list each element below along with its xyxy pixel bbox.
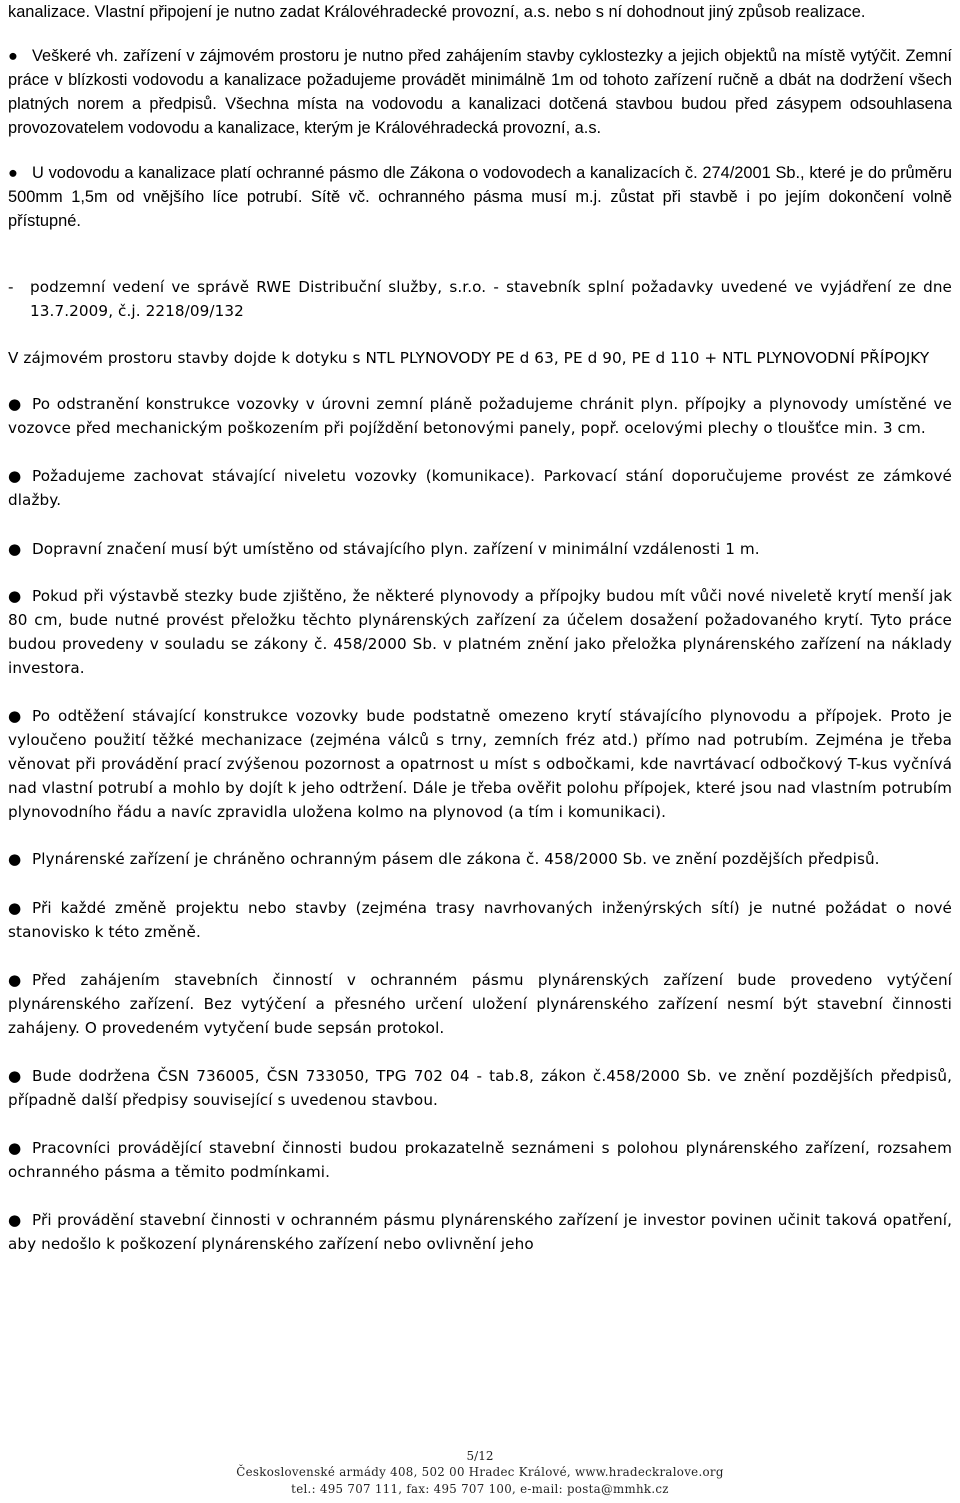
gas-item-text: Při každé změně projektu nebo stavby (zejména trasy navrhovaných inženýrských sítí) je nutné požádat o nové stanovisko k této změně.: [8, 899, 952, 941]
paragraph-top: kanalizace. Vlastní připojení je nutno zadat Královéhradecké provozní, a.s. nebo s ní dohodnout jiný způsob realizace.: [8, 3, 866, 21]
paragraph-text: U vodovodu a kanalizace platí ochranné pásmo dle Zákona o vodovodech a kanalizacích č. 274/2001 Sb., které je do průměru 500mm 1,5m od vnějšího líce potrubí. Sítě vč. ochranného pásma musí m.j. zůstat při stavbě i po jejím dokončení volně přístupné.: [8, 164, 952, 230]
bullet-icon: ●: [8, 707, 22, 725]
document-page: [8, 0, 952, 1430]
gas-item-9: [8, 1064, 952, 1112]
gas-item-4: [8, 584, 952, 680]
gas-item-5: [8, 704, 952, 824]
rwe-text: podzemní vedení ve správě RWE Distribuční služby, s.r.o. - stavebník splní požadavky uvedené ve vyjádření ze dne 13.7.2009, č.j. 2218/09/132: [30, 278, 952, 320]
gas-item-7: [8, 896, 952, 944]
gas-item-text: Před zahájením stavebních činností v ochranném pásmu plynárenských zařízení bude provedeno vytýčení plynárenského zařízení. Bez vytýčení a přesného určení uložení plynárenského zařízení nesmí být stavební činnosti zahájeny. O provedeném vytyčení bude sepsán protokol.: [8, 971, 952, 1037]
gas-item-1: [8, 392, 952, 440]
bullet-icon: ●: [8, 540, 22, 558]
gas-item-2: [8, 464, 952, 512]
gas-item-text: Po odstranění konstrukce vozovky v úrovni zemní pláně požadujeme chránit plyn. přípojky a plynovody umístěné ve vozovce před mechanickým poškozením při pojíždění betonovými panely, popř. ocelovými plechy o tloušťce min. 3 cm.: [8, 395, 952, 437]
page-footer: [0, 1448, 960, 1498]
footer-address: Československé armády 408, 502 00 Hradec Králové, www.hradeckralove.org: [236, 1465, 724, 1479]
bullet-icon: ●: [8, 587, 22, 605]
gas-item-3: [8, 537, 952, 561]
bullet-icon: ●: [8, 850, 22, 868]
bullet-icon: ●: [8, 164, 18, 182]
dash-marker: -: [8, 278, 14, 296]
gas-item-text: Pracovníci provádějící stavební činnosti budou prokazatelně seznámeni s polohou plynárenského zařízení, rozsahem ochranného pásma a těmito podmínkami.: [8, 1139, 952, 1181]
page-number: 5/12: [466, 1449, 494, 1463]
bullet-icon: ●: [8, 1139, 22, 1157]
bullet-icon: ●: [8, 395, 22, 413]
ntl-heading: V zájmovém prostoru stavby dojde k dotyku s NTL PLYNOVODY PE d 63, PE d 90, PE d 110 + NTL PLYNOVODNÍ PŘÍPOJKY: [8, 349, 930, 367]
gas-item-text: Při provádění stavební činnosti v ochranném pásmu plynárenského zařízení je investor povinen učinit taková opatření, aby nedošlo k poškození plynárenského zařízení nebo ovlivnění jeho: [8, 1211, 952, 1253]
bullet-icon: ●: [8, 1211, 22, 1229]
gas-item-text: Plynárenské zařízení je chráněno ochranným pásem dle zákona č. 458/2000 Sb. ve znění pozdějších předpisů.: [32, 850, 880, 868]
footer-contact: tel.: 495 707 111, fax: 495 707 100, e-mail: posta@mmhk.cz: [291, 1482, 669, 1496]
paragraph-text: Veškeré vh. zařízení v zájmovém prostoru je nutno před zahájením stavby cyklostezky a jejich objektů na místě vytýčit. Zemní práce v blízkosti vodovodu a kanalizace požadujeme provádět minimálně 1m od tohoto zařízení ručně a dbát na dodržení všech platných norem a předpisů. Všechna místa na vodovodu a kanalizaci dotčená stavbou budou před zásypem odsouhlasena provozovatelem vodovodu a kanalizace, kterým je Královéhradecká provozní, a.s.: [8, 47, 952, 137]
gas-item-text: Pokud při výstavbě stezky bude zjištěno, že některé plynovody a přípojky budou mít vůči nové niveletě krytí menší jak 80 cm, bude nutné provést přeložku těchto plynárenských zařízení za účelem dosažení požadovaného krytí. Tyto práce budou provedeny v souladu se zákony č. 458/2000 Sb. v platném znění jako přeložka plynárenského zařízení na náklady investora.: [8, 587, 952, 677]
gas-item-text: Bude dodržena ČSN 736005, ČSN 733050, TPG 702 04 - tab.8, zákon č.458/2000 Sb. ve znění pozdějších předpisů, případně další předpisy související s uvedenou stavbou.: [8, 1067, 952, 1109]
gas-item-10: [8, 1136, 952, 1184]
bullet-icon: ●: [8, 1067, 22, 1085]
gas-item-8: [8, 968, 952, 1040]
gas-item-text: Po odtěžení stávající konstrukce vozovky bude podstatně omezeno krytí stávajícího plynovodu a přípojek. Proto je vyloučeno použití těžké mechanizace (zejména válců s trny, zemních fréz atd.) přímo nad potrubím. Zejména je třeba věnovat při provádění prací zvýšenou pozornost a opatrnost u míst s odbočkami, kde navrtávací odbočkový T-kus vyčnívá nad vlastní potrubí a mohlo by dojít k jeho odtržení. Dále je třeba ověřit polohu přípojek, které jsou nad vlastním potrubím plynovodního řádu a navíc zpravidla uložena kolmo na plynovod (a tím i komunikaci).: [8, 707, 952, 821]
rwe-dash-item: [8, 275, 952, 323]
gas-item-11: [8, 1208, 952, 1256]
gas-item-text: Dopravní značení musí být umístěno od stávajícího plyn. zařízení v minimální vzdálenosti 1 m.: [32, 540, 760, 558]
bullet-icon: ●: [8, 899, 22, 917]
gas-item-text: Požadujeme zachovat stávající niveletu vozovky (komunikace). Parkovací stání doporučujeme provést ze zámkové dlažby.: [8, 467, 952, 509]
bullet-icon: ●: [8, 47, 18, 65]
paragraph-ochranne-pasmo-vodovod: [8, 161, 952, 233]
paragraph-vodovod-vytyceni: [8, 44, 952, 140]
bullet-icon: ●: [8, 467, 22, 485]
gas-item-6: [8, 847, 952, 871]
bullet-icon: ●: [8, 971, 22, 989]
